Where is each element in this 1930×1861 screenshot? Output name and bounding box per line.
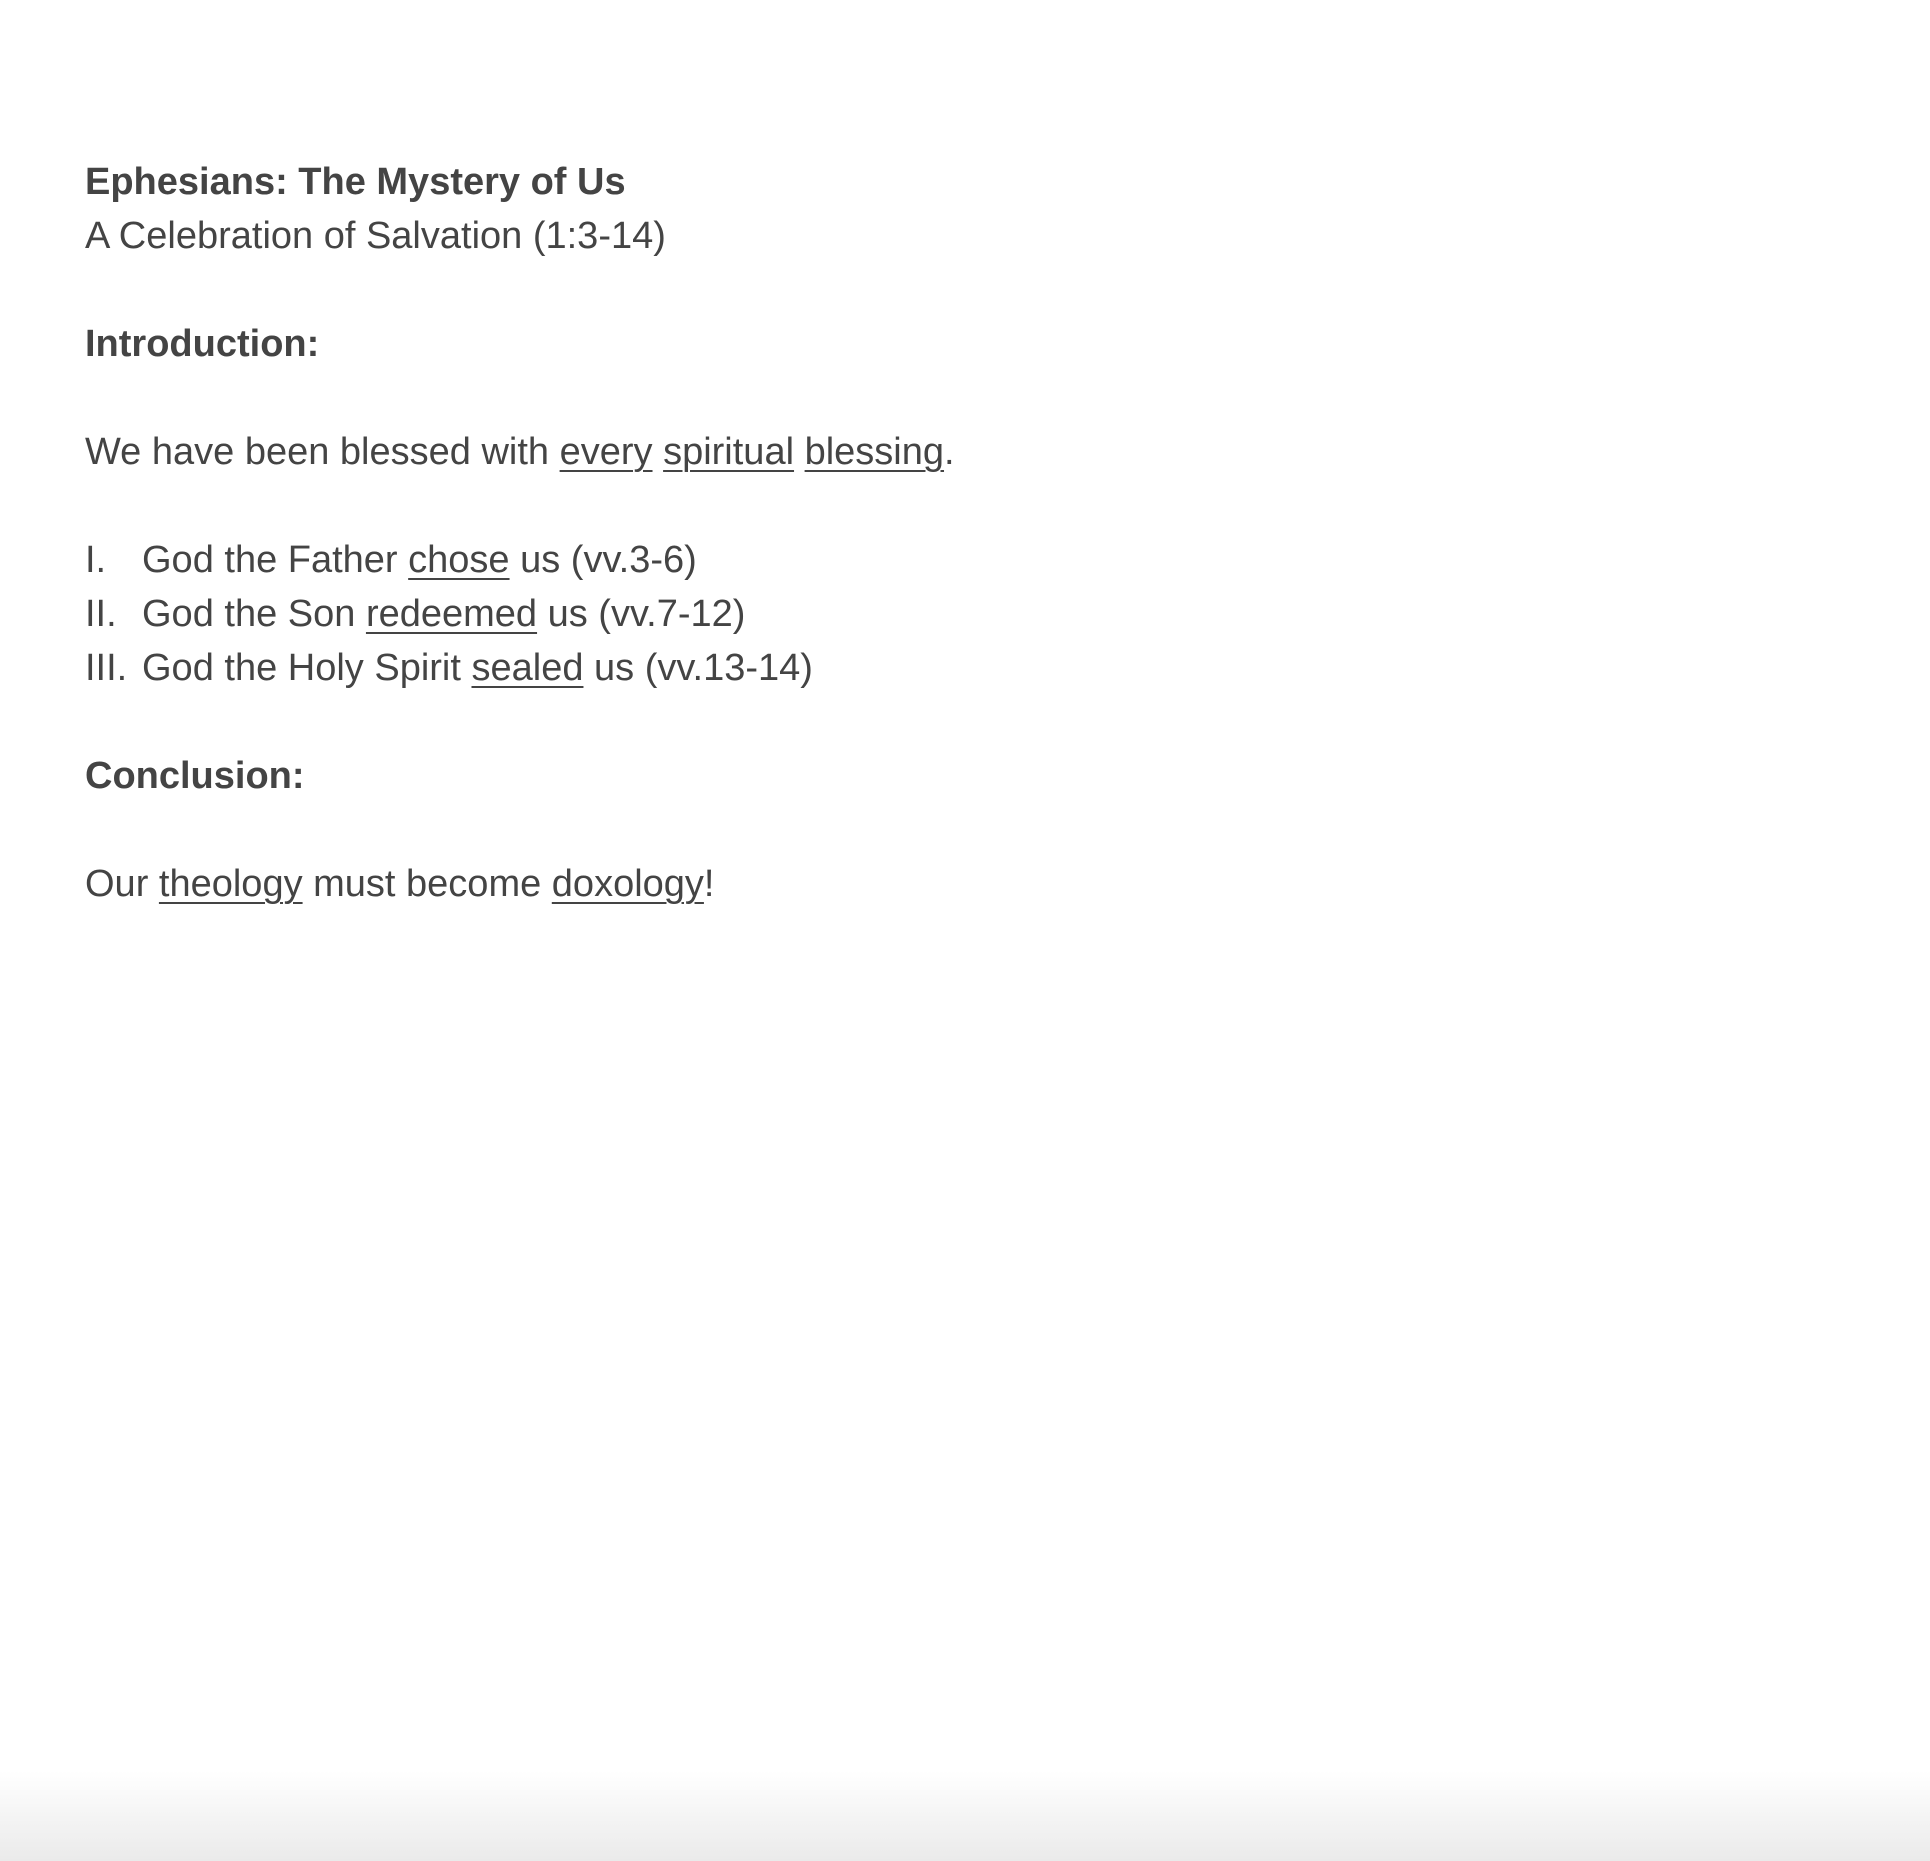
introduction-line bbox=[85, 425, 1785, 479]
spacer bbox=[85, 479, 1785, 533]
underlined-word-spiritual: spiritual bbox=[663, 431, 795, 473]
outline-keyword: redeemed bbox=[365, 593, 538, 635]
underlined-word-every: every bbox=[559, 431, 653, 473]
spacer bbox=[85, 803, 1785, 857]
sentence-period: . bbox=[944, 431, 955, 473]
introduction-heading: Introduction: bbox=[85, 323, 320, 365]
outline-text-before: God the Son bbox=[142, 593, 366, 635]
word-space bbox=[794, 431, 805, 473]
outline-item bbox=[85, 533, 1785, 587]
document-subtitle: A Celebration of Salvation (1:3-14) bbox=[85, 215, 666, 257]
outline-item bbox=[85, 641, 1785, 695]
outline-numeral: III. bbox=[85, 647, 128, 689]
spacer bbox=[85, 695, 1785, 749]
outline-text bbox=[142, 641, 813, 695]
conclusion-text-middle: must become bbox=[302, 863, 552, 905]
bottom-shadow bbox=[0, 1771, 1930, 1861]
outline-item bbox=[85, 587, 1785, 641]
outline-text-after: us (vv.7-12) bbox=[537, 593, 746, 635]
outline-text-after: us (vv.3-6) bbox=[509, 539, 697, 581]
outline-keyword: sealed bbox=[471, 647, 584, 689]
outline-numeral: I. bbox=[85, 539, 107, 581]
outline-text-after: us (vv.13-14) bbox=[583, 647, 813, 689]
introduction-text: We have been blessed with bbox=[85, 431, 560, 473]
word-space bbox=[653, 431, 664, 473]
underlined-word-theology: theology bbox=[158, 863, 303, 905]
outline-text bbox=[142, 587, 745, 641]
conclusion-text-before: Our bbox=[85, 863, 159, 905]
sermon-outline bbox=[85, 533, 1785, 695]
outline-text bbox=[142, 533, 697, 587]
conclusion-heading: Conclusion: bbox=[85, 755, 305, 797]
spacer bbox=[85, 371, 1785, 425]
outline-keyword: chose bbox=[408, 539, 510, 581]
outline-text-before: God the Holy Spirit bbox=[142, 647, 472, 689]
outline-text-before: God the Father bbox=[142, 539, 409, 581]
conclusion-line bbox=[85, 857, 1785, 911]
underlined-word-doxology: doxology bbox=[551, 863, 704, 905]
spacer bbox=[85, 263, 1785, 317]
document-body bbox=[85, 155, 1785, 911]
underlined-word-blessing: blessing bbox=[804, 431, 945, 473]
document-title: Ephesians: The Mystery of Us bbox=[85, 161, 626, 203]
conclusion-exclamation: ! bbox=[703, 863, 715, 905]
outline-numeral: II. bbox=[85, 593, 117, 635]
